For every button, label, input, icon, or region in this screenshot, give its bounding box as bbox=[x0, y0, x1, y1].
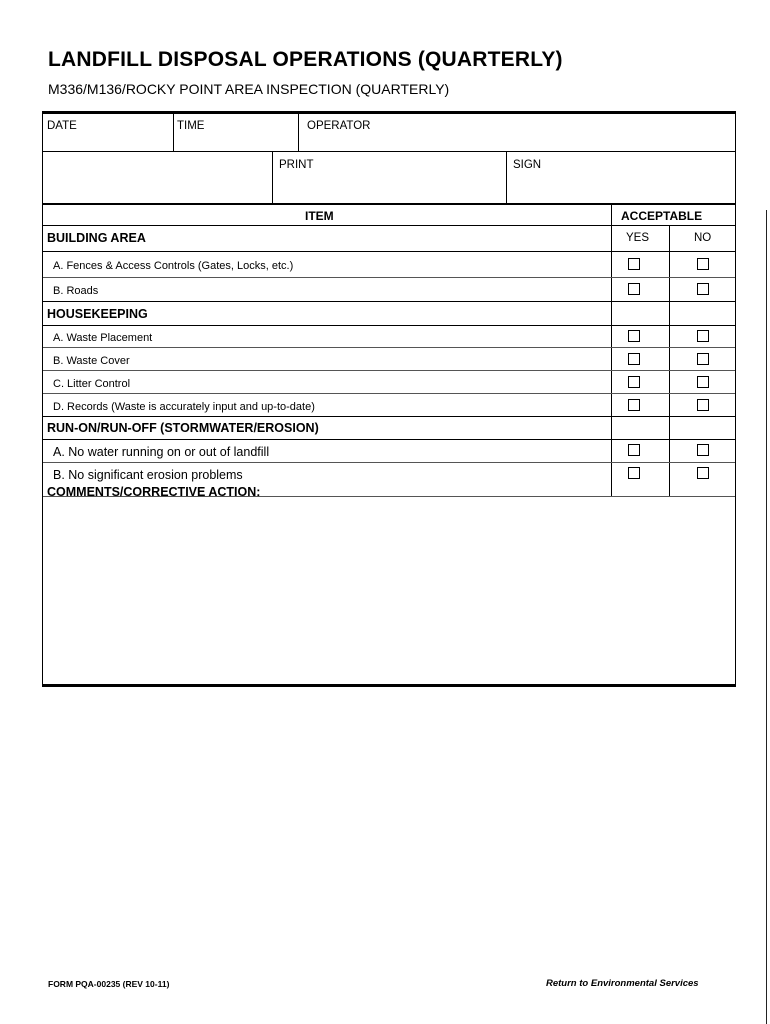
divider bbox=[173, 114, 174, 152]
divider bbox=[43, 439, 735, 440]
no-checkbox[interactable] bbox=[697, 258, 709, 270]
operator-label: OPERATOR bbox=[307, 120, 371, 132]
divider bbox=[43, 347, 735, 348]
yes-column-header: YES bbox=[626, 232, 650, 244]
divider bbox=[43, 277, 735, 278]
no-checkbox[interactable] bbox=[697, 353, 709, 365]
divider bbox=[43, 416, 735, 417]
checklist-row-label: A. No water running on or out of landfill bbox=[53, 445, 270, 459]
checklist-row-label: B. No significant erosion problems bbox=[53, 468, 243, 482]
date-label: DATE bbox=[47, 120, 77, 132]
divider bbox=[43, 325, 735, 326]
checklist-row-label: A. Fences & Access Controls (Gates, Locks, etc.) bbox=[53, 260, 294, 272]
divider bbox=[43, 370, 735, 371]
no-checkbox[interactable] bbox=[697, 330, 709, 342]
section-housekeeping: HOUSEKEEPING bbox=[47, 307, 148, 321]
divider bbox=[298, 114, 299, 152]
yes-checkbox[interactable] bbox=[628, 444, 640, 456]
checklist-row-label: A. Waste Placement bbox=[53, 332, 153, 344]
form-number: FORM PQA-00235 (REV 10-11) bbox=[48, 979, 170, 989]
time-label: TIME bbox=[177, 120, 205, 132]
print-label: PRINT bbox=[279, 159, 314, 171]
divider bbox=[272, 151, 273, 203]
divider bbox=[611, 205, 612, 497]
acceptable-column-header: ACCEPTABLE bbox=[621, 209, 703, 223]
yes-checkbox[interactable] bbox=[628, 399, 640, 411]
no-checkbox[interactable] bbox=[697, 399, 709, 411]
checklist-row-label: B. Roads bbox=[53, 285, 99, 297]
no-checkbox[interactable] bbox=[697, 444, 709, 456]
form-subtitle: M336/M136/ROCKY POINT AREA INSPECTION (QUARTERLY) bbox=[48, 81, 450, 97]
yes-checkbox[interactable] bbox=[628, 353, 640, 365]
inspection-form bbox=[42, 111, 736, 687]
no-column-header: NO bbox=[694, 232, 712, 244]
no-checkbox[interactable] bbox=[697, 283, 709, 295]
divider bbox=[43, 393, 735, 394]
divider bbox=[43, 462, 735, 463]
no-checkbox[interactable] bbox=[697, 467, 709, 479]
divider bbox=[43, 251, 735, 252]
item-column-header: ITEM bbox=[305, 209, 334, 223]
checklist-row-label: D. Records (Waste is accurately input and up-to-date) bbox=[53, 401, 315, 413]
no-checkbox[interactable] bbox=[697, 376, 709, 388]
yes-checkbox[interactable] bbox=[628, 330, 640, 342]
divider bbox=[43, 203, 735, 205]
sign-label: SIGN bbox=[513, 159, 542, 171]
yes-checkbox[interactable] bbox=[628, 376, 640, 388]
yes-checkbox[interactable] bbox=[628, 467, 640, 479]
comments-label: COMMENTS/CORRECTIVE ACTION: bbox=[47, 485, 261, 499]
yes-checkbox[interactable] bbox=[628, 283, 640, 295]
section-building-area: BUILDING AREA bbox=[47, 231, 146, 245]
yes-checkbox[interactable] bbox=[628, 258, 640, 270]
divider bbox=[43, 301, 735, 302]
divider bbox=[669, 225, 670, 497]
divider bbox=[43, 151, 735, 152]
return-instructions: Return to Environmental Services bbox=[546, 978, 699, 989]
section-run-on-run-off: RUN-ON/RUN-OFF (STORMWATER/EROSION) bbox=[47, 421, 319, 435]
form-title: LANDFILL DISPOSAL OPERATIONS (QUARTERLY) bbox=[48, 48, 563, 71]
divider bbox=[43, 225, 735, 226]
checklist-row-label: C. Litter Control bbox=[53, 378, 131, 390]
checklist-row-label: B. Waste Cover bbox=[53, 355, 130, 367]
scan-edge-line bbox=[766, 210, 767, 1024]
divider bbox=[506, 151, 507, 203]
